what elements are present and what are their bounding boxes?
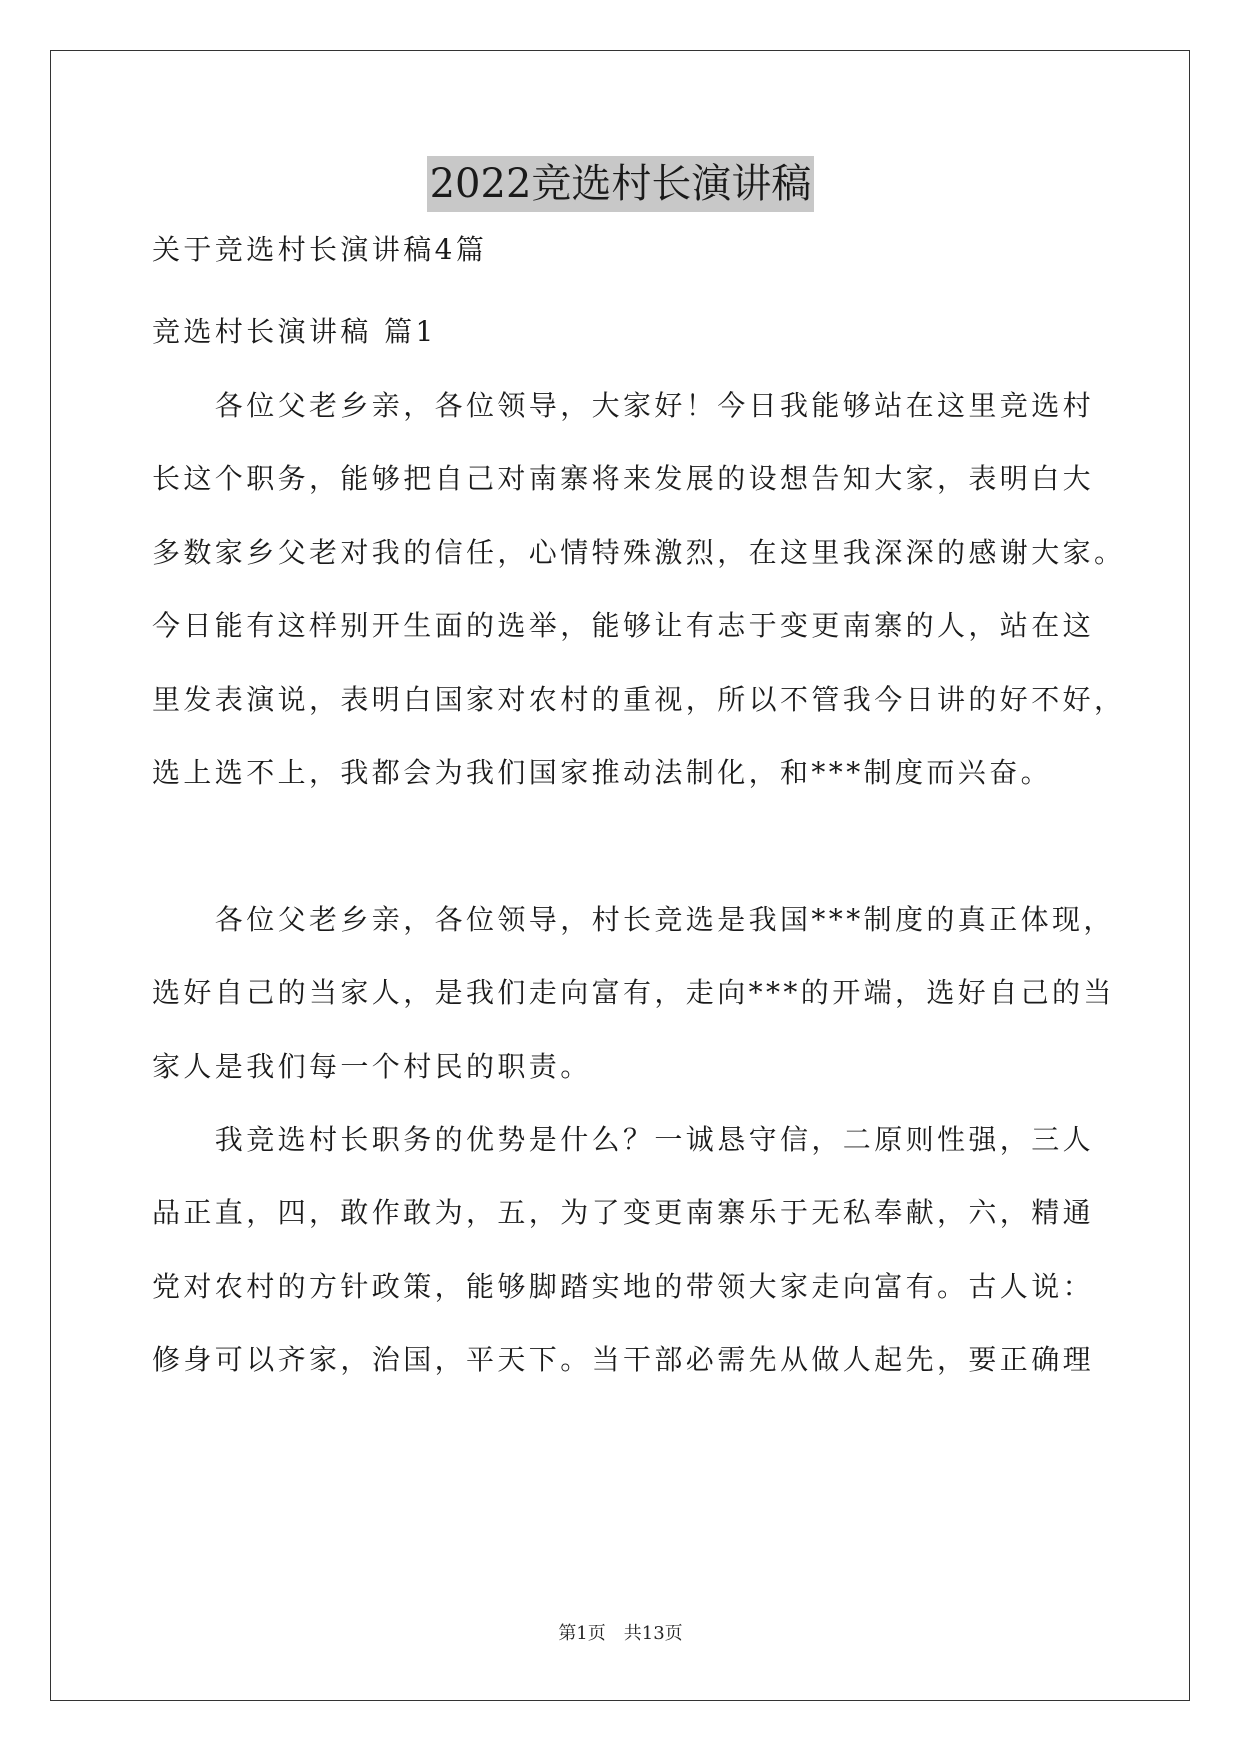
text-line: 各位父老乡亲，各位领导，村长竞选是我国***制度的真正体现，	[152, 903, 1115, 936]
text-line: 多数家乡父老对我的信任，心情特殊激烈，在这里我深深的感谢大家。	[152, 536, 1126, 569]
section-heading: 竞选村长演讲稿 篇1	[152, 315, 437, 348]
document-title: 2022竞选村长演讲稿	[427, 156, 815, 212]
text-line: 品正直，四，敢作敢为，五，为了变更南寨乐于无私奉献，六，精通	[152, 1196, 1095, 1229]
text-line: 选上选不上，我都会为我们国家推动法制化，和***制度而兴奋。	[152, 756, 1053, 789]
text-line: 家人是我们每一个村民的职责。	[152, 1050, 592, 1083]
text-line: 里发表演说，表明白国家对农村的重视，所以不管我今日讲的好不好，	[152, 683, 1126, 716]
text-line: 党对农村的方针政策，能够脚踏实地的带领大家走向富有。古人说：	[152, 1270, 1095, 1303]
text-line: 我竞选村长职务的优势是什么？一诚恳守信，二原则性强，三人	[152, 1123, 1095, 1156]
title-container	[0, 156, 1241, 212]
text-line: 长这个职务，能够把自己对南寨将来发展的设想告知大家，表明白大	[152, 462, 1095, 495]
text-line: 选好自己的当家人，是我们走向富有，走向***的开端，选好自己的当	[152, 976, 1115, 1009]
page-number-footer: 第1页 共13页	[558, 1623, 683, 1644]
page-border	[50, 50, 1190, 1701]
text-line: 今日能有这样别开生面的选举，能够让有志于变更南寨的人，站在这	[152, 609, 1095, 642]
text-line: 各位父老乡亲，各位领导，大家好！今日我能够站在这里竞选村	[152, 389, 1095, 422]
text-line: 修身可以齐家，治国，平天下。当干部必需先从做人起先，要正确理	[152, 1343, 1095, 1376]
subtitle-line: 关于竞选村长演讲稿4篇	[152, 233, 488, 266]
